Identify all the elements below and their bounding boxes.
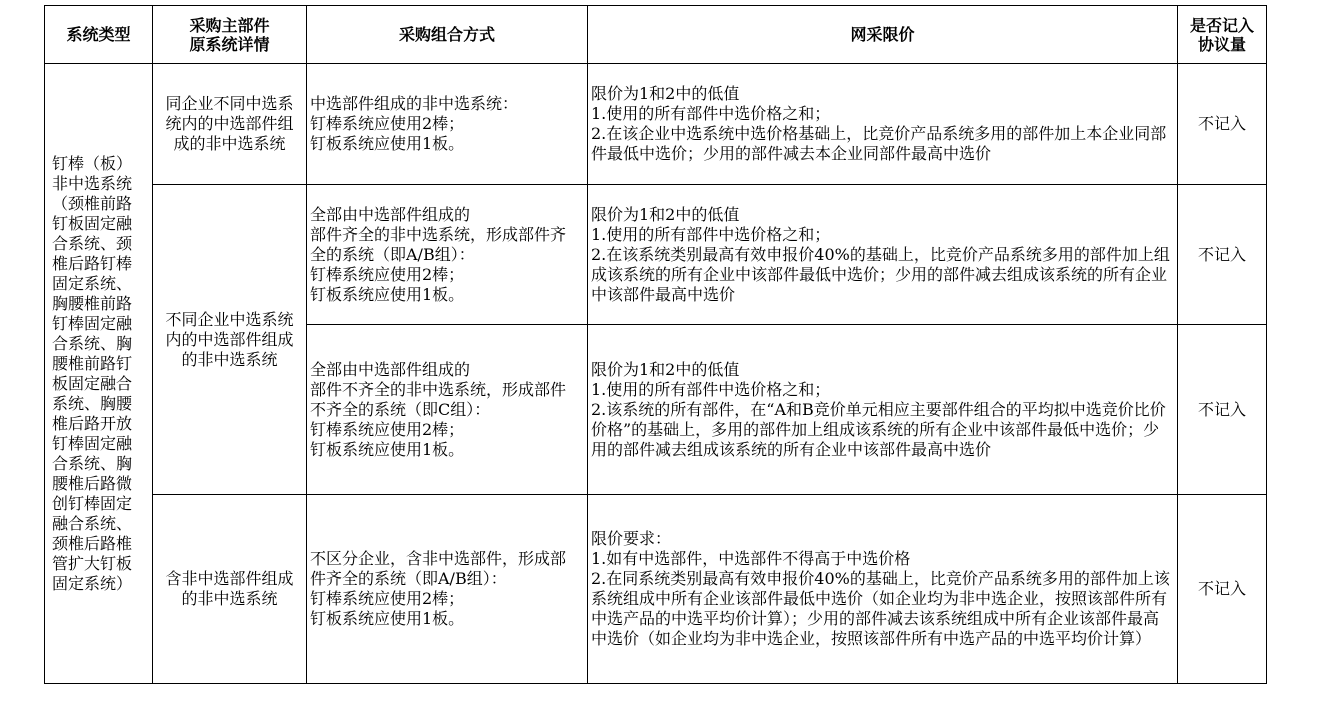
table-header-row	[45, 6, 1267, 64]
source-detail-cell-same-enterprise: 同企业不同中选系统内的中选部件组成的非中选系统	[153, 64, 307, 185]
header-combination: 采购组合方式	[307, 6, 588, 64]
counted-cell: 不记入	[1178, 495, 1267, 684]
counted-cell: 不记入	[1178, 325, 1267, 495]
price-limit-cell: 限价要求： 1.如有中选部件，中选部件不得高于中选价格 2.在同系统类别最高有效申报价40%的基础上，比竞价产品系统多用的部件加上该系统组成中所有企业该部件最低中选价（如企业均为非中选企业，按照该部件所有中选产品的中选平均价计算）；少用的部件减去该系统组成中所有企业该部件最高中选价（如企业均为非中选企业，按照该部件所有中选产品的中选平均价计算）	[588, 495, 1178, 684]
header-price-limit: 网采限价	[588, 6, 1178, 64]
counted-cell: 不记入	[1178, 64, 1267, 185]
table-row	[45, 495, 1267, 684]
combination-cell: 不区分企业，含非中选部件，形成部件齐全的系统（即A/B组）： 钉棒系统应使用2棒； 钉板系统应使用1板。	[307, 495, 588, 684]
system-type-cell: 钉棒（板）非中选系统（颈椎前路钉板固定融合系统、颈椎后路钉棒固定系统、胸腰椎前路钉棒固定融合系统、胸腰椎前路钉板固定融合系统、胸腰椎后路开放钉棒固定融合系统、胸腰椎后路微创钉棒固定融合系统、颈椎后路椎管扩大钉板固定系统）	[45, 64, 153, 684]
header-source-detail: 采购主部件 原系统详情	[153, 6, 307, 64]
procurement-price-table	[44, 5, 1267, 684]
price-limit-cell: 限价为1和2中的低值 1.使用的所有部件中选价格之和； 2.在该企业中选系统中选价格基础上，比竞价产品系统多用的部件加上本企业同部件最低中选价；少用的部件减去本企业同部件最高中选价	[588, 64, 1178, 185]
price-limit-cell: 限价为1和2中的低值 1.使用的所有部件中选价格之和； 2.该系统的所有部件，在“A和B竞价单元相应主要部件组合的平均拟中选竞价比价价格”的基础上，多用的部件加上组成该系统的所有企业中该部件最低中选价；少用的部件减去组成该系统的所有企业中该部件最高中选价	[588, 325, 1178, 495]
combination-cell: 中选部件组成的非中选系统： 钉棒系统应使用2棒； 钉板系统应使用1板。	[307, 64, 588, 185]
table-row	[45, 64, 1267, 185]
price-limit-cell: 限价为1和2中的低值 1.使用的所有部件中选价格之和； 2.在该系统类别最高有效申报价40%的基础上，比竞价产品系统多用的部件加上组成该系统的所有企业中该部件最低中选价；少用的部件减去组成该系统的所有企业中该部件最高中选价	[588, 185, 1178, 325]
source-detail-cell-non-selected-parts: 含非中选部件组成的非中选系统	[153, 495, 307, 684]
combination-cell: 全部由中选部件组成的 部件齐全的非中选系统，形成部件齐全的系统（即A/B组）： 钉棒系统应使用2棒； 钉板系统应使用1板。	[307, 185, 588, 325]
counted-cell: 不记入	[1178, 185, 1267, 325]
table-row	[45, 185, 1267, 325]
combination-cell: 全部由中选部件组成的 部件不齐全的非中选系统，形成部件不齐全的系统（即C组）： 钉棒系统应使用2棒； 钉板系统应使用1板。	[307, 325, 588, 495]
header-counted: 是否记入 协议量	[1178, 6, 1267, 64]
source-detail-cell-different-enterprise: 不同企业中选系统内的中选部件组成的非中选系统	[153, 185, 307, 495]
header-system-type: 系统类型	[45, 6, 153, 64]
